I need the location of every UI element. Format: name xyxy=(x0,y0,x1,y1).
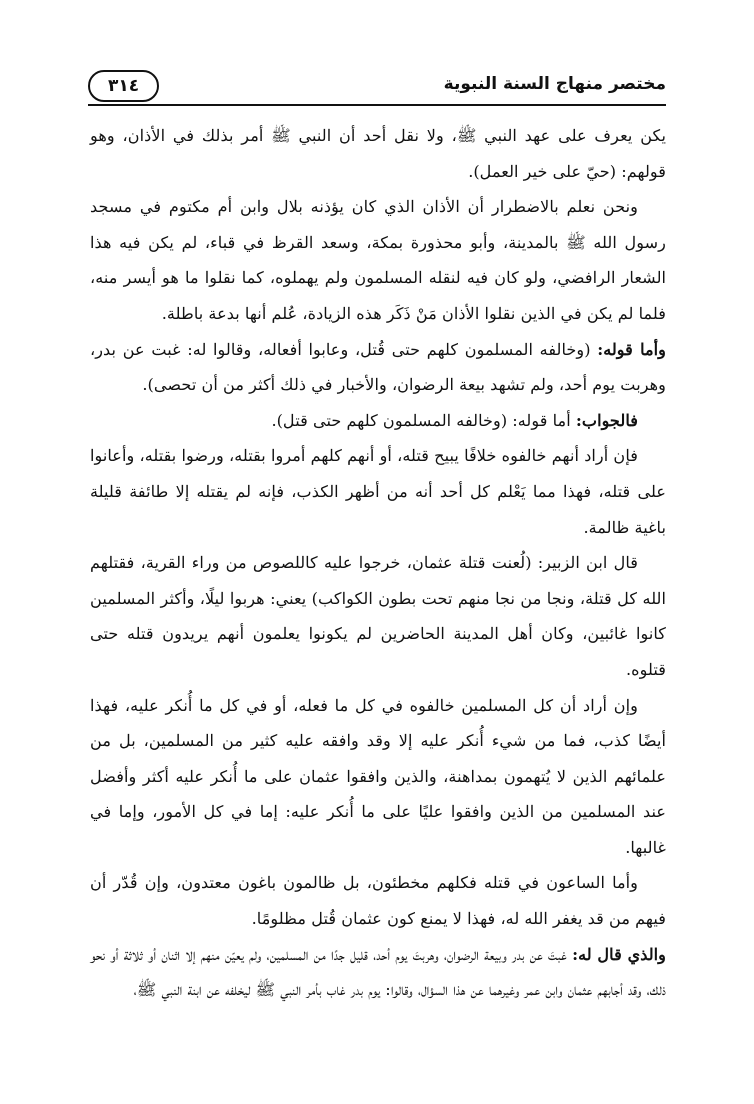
paragraph-text: ونحن نعلم بالاضطرار أن الأذان الذي كان يؤذنه بلال وابن أم مكتوم في مسجد رسول الله ﷺ بالمدينة، وأبو محذورة بمكة، وسعد القرظ في قباء، لم يكن فيه هذا الشعار الرافضي، ولو كان فيه لنقله المسلمون ولم يهملوه، كما نقلوا ما هو أيسر منه، فلما لم يكن في الذين نقلوا الأذان مَنْ ذَكَر هذه الزيادة، عُلم أنها بدعة باطلة. xyxy=(90,197,666,323)
page-header xyxy=(88,68,666,106)
paragraph-text: أما قوله: (وخالفه المسلمون كلهم حتى قتل). xyxy=(271,410,576,430)
paragraph-text: قال ابن الزبير: (لُعنت قتلة عثمان، خرجوا عليه كاللصوص من وراء القرية، فقتلهم الله كل قتلة، ونجا من نجا منهم تحت بطون الكواكب) يعني: هربوا ليلًا، وأكثر المسلمين كانوا غائبين، وكان أهل المدينة الحاضرين لم يكونوا يعلمون أنهم يريدون قتله حتى قتلوه. xyxy=(90,553,666,679)
paragraph-text: وأما الساعون في قتله فكلهم مخطئون، بل ظالمون باغون معتدون، وإن قُدّر أن فيهم من قد يغفر الله له، فهذا لا يمنع كون عثمان قُتل مظلومًا. xyxy=(90,873,666,929)
paragraph-text: فإن أراد أنهم خالفوه خلافًا يبيح قتله، أو أنهم كلهم أمروا بقتله، ورضوا بقتله، وأعانوا على قتله، فهذا مما يَعْلم كل أحد أنه من أظهر الكذب، فإنه لم يقتله إلا طائفة قليلة باغية ظالمة. xyxy=(90,446,666,537)
paragraph-lead: والذي قال له: xyxy=(572,944,666,964)
paragraph-text: غبتَ عن بدر وبيعة الرضوان، وهربتَ يوم أحد، قليل جدًا من المسلمين، ولم يعيّن منهم إلا اثنان أو ثلاثة أو نحو ذلك، وقد أجابهم عثمان وابن عمر وغيرهما عن هذا السؤال، وقالوا: يوم بدر غاب بأمر النبي ﷺ ليخلفه عن ابنة النبي ﷺ، xyxy=(90,944,666,1000)
paragraph-3 xyxy=(90,332,666,403)
paragraph-text: يكن يعرف على عهد النبي ﷺ، ولا نقل أحد أن النبي ﷺ أمر بذلك في الأذان، وهو قولهم: (حيّ على خير العمل). xyxy=(90,126,666,181)
page-body xyxy=(90,118,666,1008)
paragraph-lead: فالجواب: xyxy=(575,410,638,430)
paragraph-4 xyxy=(90,403,666,439)
paragraph-1 xyxy=(90,118,666,189)
paragraph-lead: وأما قوله: xyxy=(597,339,666,359)
paragraph-8 xyxy=(90,865,666,936)
paragraph-6 xyxy=(90,545,666,687)
paragraph-5 xyxy=(90,438,666,545)
paragraph-2 xyxy=(90,189,666,331)
paragraph-text: (وخالفه المسلمون كلهم حتى قُتل، وعابوا أفعاله، وقالوا له: غبت عن بدر، وهربت يوم أحد، ولم تشهد بيعة الرضوان، والأخبار في ذلك أكثر من أن تحصى). xyxy=(90,339,666,395)
page-number: ٣١٤ xyxy=(88,70,159,102)
paragraph-7 xyxy=(90,688,666,866)
book-title: مختصر منهاج السنة النبوية xyxy=(443,74,666,94)
paragraph-text: وإن أراد أن كل المسلمين خالفوه في كل ما فعله، أو في كل ما أُنكر عليه، فهذا أيضًا كذب، فما من شيء أُنكر عليه إلا وقد وافقه عليه كثير من المسلمين، بل من علمائهم الذين لا يُتهمون بمداهنة، والذين وافقوا عثمان على ما أُنكر عليه أكثر وأفضل عند المسلمين من الذين وافقوا عليًا على ما أُنكر عليه: إما في كل الأمور، وإما في غالبها. xyxy=(90,695,666,857)
paragraph-9 xyxy=(90,937,666,1008)
header-rule xyxy=(88,104,666,106)
